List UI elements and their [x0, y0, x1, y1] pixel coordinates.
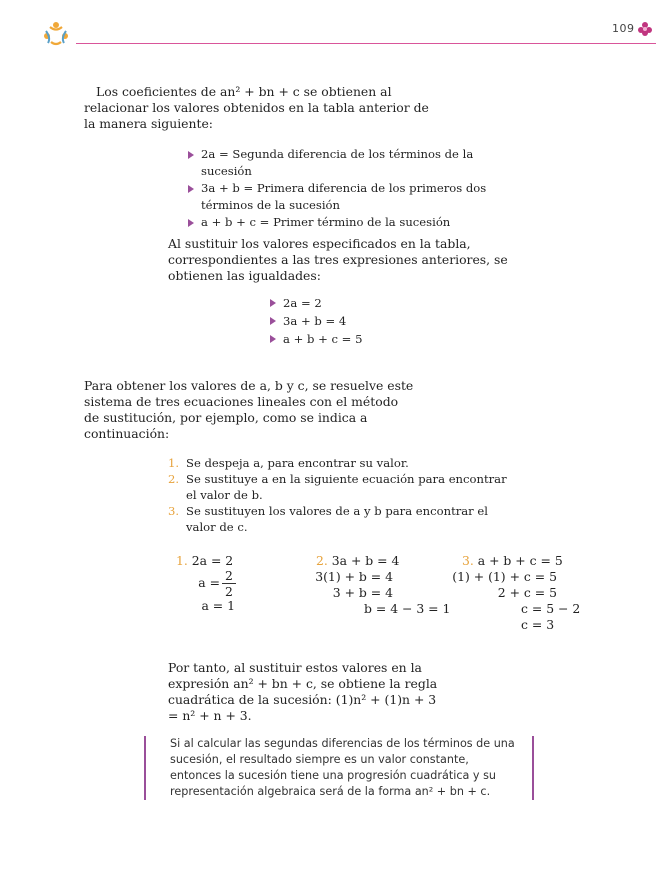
header-rule	[76, 43, 656, 44]
solution3-line4: c = 5 − 2	[521, 601, 581, 616]
system-paragraph: Para obtener los valores de a, b y c, se resuelve este sistema de tres ecuaciones lineales con el método de sustitución, por ejemplo, como se indica a continuación:	[84, 378, 414, 441]
list-item: 2. Se sustituye a en la siguiente ecuación para encontrar el valor de b.	[168, 472, 507, 502]
list-item: 2a = Segunda diferencia de los términos de la sucesión	[188, 146, 488, 180]
list-item: 3a + b = Primera diferencia de los primeros dos términos de la sucesión	[188, 180, 488, 214]
list-item: a + b + c = Primer término de la sucesión	[188, 214, 488, 231]
bullet-triangle-icon	[188, 185, 194, 193]
solution1-line1: 1. 2a = 2	[176, 553, 234, 568]
note-left-bar	[144, 736, 146, 800]
conclusion-paragraph: Por tanto, al sustituir estos valores en la expresión an² + bn + c, se obtiene la regla cuadrática de la sucesión: (1)n² + (1)n + 3 = n² + n + 3.	[168, 660, 438, 723]
bullet-triangle-icon	[188, 219, 194, 227]
list-item: a + b + c = 5	[270, 330, 410, 348]
equalities-list	[270, 294, 410, 348]
solution3-line1: 3. a + b + c = 5	[462, 553, 563, 568]
list-item: 3a + b = 4	[270, 312, 410, 330]
solution3-line2: (1) + (1) + c = 5	[452, 569, 557, 584]
list-item: 3. Se sustituyen los valores de a y b para encontrar el valor de c.	[168, 504, 488, 534]
substitution-paragraph: Al sustituir los valores especificados en la tabla, correspondientes a las tres expresiones anteriores, se obtienen las igualdades:	[168, 236, 508, 283]
solution3-line5: c = 3	[521, 617, 555, 632]
page-number: 109	[612, 22, 635, 35]
note-text: Si al calcular las segundas diferencias de los términos de una sucesión, el resultado siempre es un valor constante, entonces la sucesión tiene una progresión cuadrática y su representación algebraica será de la forma an² + bn + c.	[170, 737, 515, 798]
solution3-line3: 2 + c = 5	[497, 585, 557, 600]
solution2-line2: 3(1) + b = 4	[315, 569, 393, 584]
solution1-fraction: 2 2	[222, 569, 236, 598]
relations-list	[188, 146, 488, 231]
bullet-triangle-icon	[270, 335, 276, 343]
solution1-line3: a = 1	[201, 598, 235, 613]
note-right-bar	[532, 736, 534, 800]
intro-paragraph: Los coeficientes de an² + bn + c se obtienen al relacionar los valores obtenidos en la tabla anterior de la manera siguiente:	[84, 84, 429, 131]
bullet-triangle-icon	[270, 299, 276, 307]
solution1-lhs: a =	[198, 575, 220, 590]
steps-list	[168, 455, 518, 535]
list-item: 1. Se despeja a, para encontrar su valor.	[168, 456, 409, 470]
flower-icon	[637, 21, 653, 37]
list-item: 2a = 2	[270, 294, 410, 312]
bullet-triangle-icon	[270, 317, 276, 325]
solution2-line3: 3 + b = 4	[332, 585, 393, 600]
logo-icon	[40, 18, 72, 48]
solution2-line4: b = 4 − 3 = 1	[364, 601, 451, 616]
solution2-line1: 2. 3a + b = 4	[316, 553, 400, 568]
bullet-triangle-icon	[188, 151, 194, 159]
